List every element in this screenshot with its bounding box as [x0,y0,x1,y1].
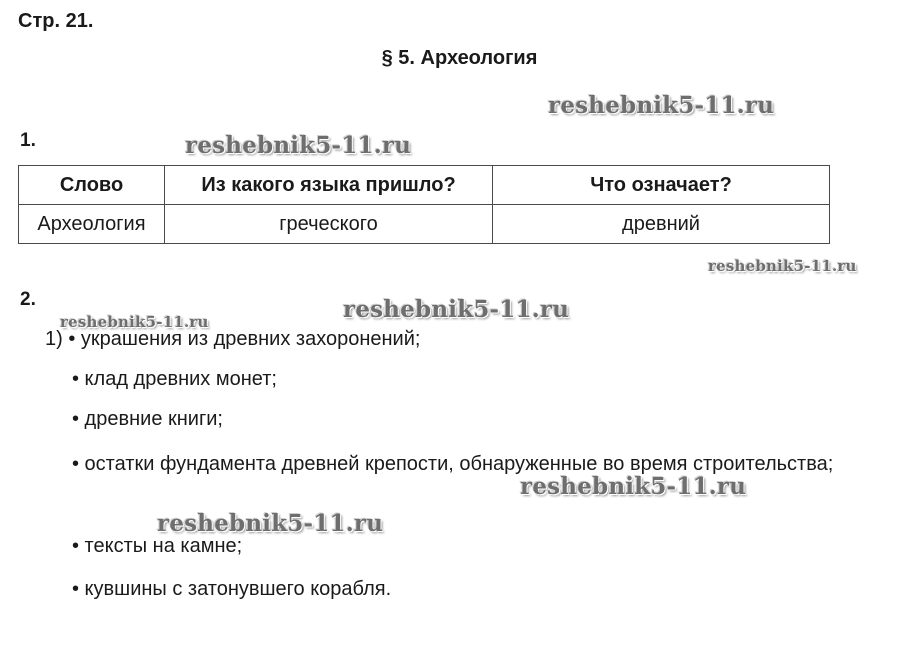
table-header-row [19,166,830,205]
table-row [19,205,830,244]
table-cell-word: Археология [19,205,165,244]
watermark: reshebnik5-11.ru [60,313,209,331]
watermark: reshebnik5-11.ru [157,510,384,537]
table-header-meaning: Что означает? [493,166,830,205]
list-item-text: • остатки фундамента древней крепости, обнаруженные во время строительства; [72,453,834,475]
words-table [18,165,830,244]
task-2-number: 2. [20,289,36,310]
page-number: Стр. 21. [18,10,94,32]
list-item: • древние книги; [72,408,223,430]
watermark: reshebnik5-11.ru [708,257,857,275]
section-title: § 5. Археология [381,47,538,69]
table-cell-meaning: древний [493,205,830,244]
watermark: reshebnik5-11.ru [520,473,747,500]
list-item: • тексты на камне; [72,535,243,557]
list-item: • клад древних монет; [72,368,277,390]
table-header-word: Слово [19,166,165,205]
list-item [20,448,910,481]
watermark: reshebnik5-11.ru [548,92,775,119]
list-item: • кувшины с затонувшего корабля. [72,578,392,600]
list-item [45,328,420,351]
list-item-text: • украшения из древних захоронений; [68,328,421,350]
task-1-number: 1. [20,130,36,151]
watermark: reshebnik5-11.ru [343,296,570,323]
list-prefix: 1) [45,328,63,350]
table-cell-language: греческого [165,205,493,244]
table-header-language: Из какого языка пришло? [165,166,493,205]
watermark: reshebnik5-11.ru [185,132,412,159]
